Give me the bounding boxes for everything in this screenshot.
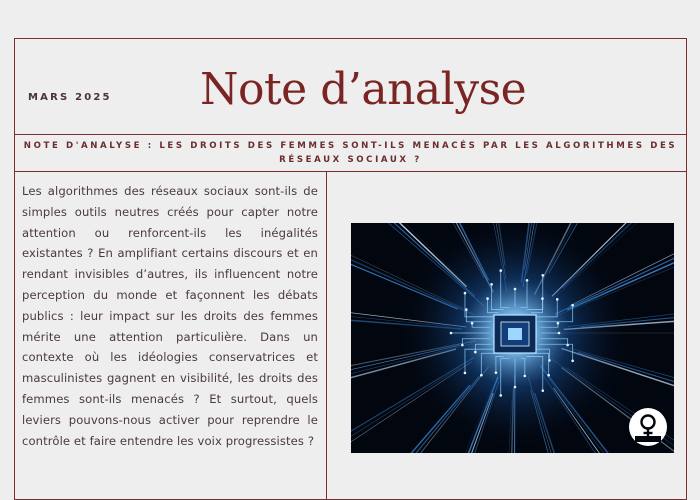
circuit-chip-image: [351, 223, 674, 453]
circuit-chip-illustration: [351, 223, 674, 453]
body-paragraph: Les algorithmes des réseaux sociaux sont-ils de simples outils neutres créés pour capter notre attention ou renforcent-ils les inégalités existantes ? En amplifiant certains discours et en rendant invisibles d’autres, ils influencent notre perception du monde et façonnent les débats publics : leur impact sur les droits des femmes mérite une attention particulière. Dans un contexte où les idéologies conservatrices et masculinistes gagnent en visibilité, les droits des femmes sont-ils menacés ? Et surtout, quels leviers pouvons-nous activer pour reprendre le contrôle et faire entendre les voix progressistes ?: [22, 184, 318, 448]
divider-top: [14, 134, 687, 135]
document-subtitle: NOTE D'ANALYSE : LES DROITS DES FEMMES SONT-ILS MENACÉS PAR LES ALGORITHMES DES RÉSEAUX SOCIAUX ?: [23, 141, 678, 165]
page-title: Note d’analyse: [200, 64, 527, 115]
column-divider: [326, 171, 327, 500]
publication-date: MARS 2025: [28, 92, 112, 103]
divider-bottom: [14, 171, 687, 172]
logo-icon: [628, 407, 668, 447]
